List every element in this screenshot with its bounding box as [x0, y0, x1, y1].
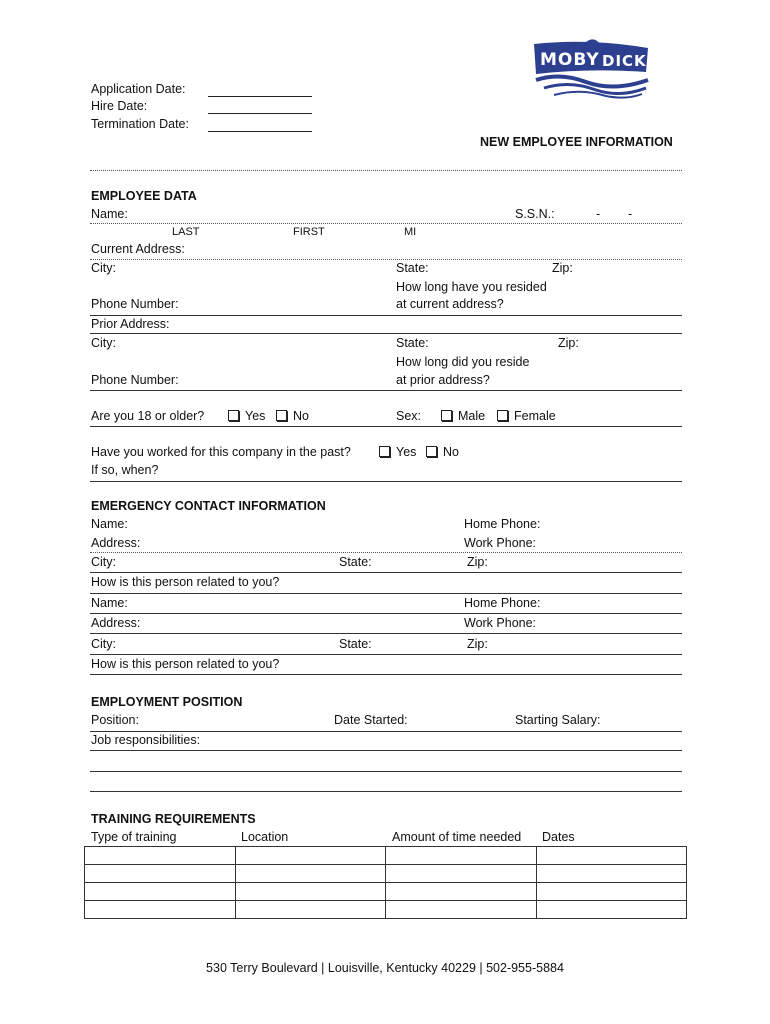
- middle-initial-caption: MI: [404, 226, 417, 238]
- responsibilities-line-1[interactable]: [90, 750, 682, 751]
- if-so-when-line[interactable]: [90, 481, 682, 482]
- col-dates: Dates: [542, 830, 575, 844]
- worked-no-label: No: [443, 445, 459, 459]
- worked-no-option[interactable]: [426, 445, 459, 459]
- contact2-address-label: Address:: [91, 616, 141, 630]
- age-no-label: No: [293, 409, 309, 423]
- table-cell[interactable]: [85, 901, 236, 919]
- contact2-address-line[interactable]: [90, 633, 682, 634]
- table-cell[interactable]: [235, 847, 386, 865]
- emergency-contact-heading: EMERGENCY CONTACT INFORMATION: [91, 499, 326, 513]
- resided-prior-question-line2: at prior address?: [396, 373, 490, 387]
- contact1-relation-line[interactable]: [90, 593, 682, 594]
- female-label: Female: [514, 409, 556, 423]
- checkbox-icon[interactable]: [379, 446, 390, 457]
- sex-label: Sex:: [396, 409, 422, 423]
- table-row: [85, 901, 687, 919]
- resided-current-question-line2: at current address?: [396, 297, 504, 311]
- table-cell[interactable]: [235, 901, 386, 919]
- col-location: Location: [241, 830, 289, 844]
- checkbox-icon[interactable]: [276, 410, 287, 421]
- employee-data-heading: EMPLOYEE DATA: [91, 189, 197, 203]
- training-requirements-heading: TRAINING REQUIREMENTS: [91, 812, 256, 826]
- age-yes-option[interactable]: [228, 409, 265, 423]
- first-name-caption: FIRST: [293, 226, 325, 238]
- contact1-zip-label: Zip:: [467, 555, 488, 569]
- contact2-relation-question: How is this person related to you?: [91, 657, 280, 671]
- table-row: [85, 883, 687, 901]
- position-line[interactable]: [90, 731, 682, 732]
- contact1-name-label: Name:: [91, 517, 128, 531]
- contact1-address-label: Address:: [91, 536, 141, 550]
- resided-current-question-line1: How long have you resided: [396, 280, 547, 294]
- sex-male-option[interactable]: [441, 409, 485, 423]
- training-table: [84, 846, 687, 919]
- contact2-city-label: City:: [91, 637, 116, 651]
- table-cell[interactable]: [386, 865, 537, 883]
- responsibilities-line-2[interactable]: [90, 771, 682, 772]
- employment-position-heading: EMPLOYMENT POSITION: [91, 695, 243, 709]
- worked-yes-label: Yes: [396, 445, 417, 459]
- table-cell[interactable]: [85, 865, 236, 883]
- contact2-name-label: Name:: [91, 596, 128, 610]
- ssn-label: S.S.N.:: [515, 207, 555, 221]
- worked-yes-option[interactable]: [379, 445, 416, 459]
- zip-label: Zip:: [552, 261, 573, 275]
- contact1-address-line[interactable]: [90, 552, 682, 553]
- logo-text-dick: DICK: [602, 52, 647, 70]
- current-address-label: Current Address:: [91, 242, 185, 256]
- contact2-city-line[interactable]: [90, 654, 682, 655]
- resided-prior-question-line1: How long did you reside: [396, 355, 530, 369]
- contact2-state-label: State:: [339, 637, 372, 651]
- contact2-zip-label: Zip:: [467, 637, 488, 651]
- contact1-city-line[interactable]: [90, 572, 682, 573]
- page-title: NEW EMPLOYEE INFORMATION: [480, 135, 673, 149]
- checkbox-icon[interactable]: [426, 446, 437, 457]
- date-started-label: Date Started:: [334, 713, 408, 727]
- name-line[interactable]: [90, 223, 682, 224]
- footer-address: 530 Terry Boulevard | Louisville, Kentucky 40229 | 502-955-5884: [206, 961, 564, 975]
- application-date-label: Application Date:: [91, 82, 186, 96]
- company-logo: [530, 38, 652, 100]
- table-row: [85, 865, 687, 883]
- age-question: Are you 18 or older?: [91, 409, 205, 423]
- current-address-line[interactable]: [90, 259, 682, 260]
- table-cell[interactable]: [386, 847, 537, 865]
- table-cell[interactable]: [85, 883, 236, 901]
- checkbox-icon[interactable]: [228, 410, 239, 421]
- ssn-dash-2: -: [628, 207, 633, 221]
- ssn-dash-1: -: [596, 207, 601, 221]
- checkbox-icon[interactable]: [497, 410, 508, 421]
- contact1-state-label: State:: [339, 555, 372, 569]
- prior-city-label: City:: [91, 336, 116, 350]
- job-responsibilities-label: Job responsibilities:: [91, 733, 201, 747]
- male-label: Male: [458, 409, 486, 423]
- table-row: [85, 847, 687, 865]
- city-label: City:: [91, 261, 116, 275]
- phone-number-label: Phone Number:: [91, 297, 179, 311]
- prior-state-label: State:: [396, 336, 429, 350]
- age-no-option[interactable]: [276, 409, 309, 423]
- contact2-work-phone-label: Work Phone:: [464, 616, 537, 630]
- table-cell[interactable]: [536, 883, 687, 901]
- worked-before-question: Have you worked for this company in the past?: [91, 445, 351, 459]
- header-divider: [90, 170, 682, 171]
- hire-date-field[interactable]: [208, 113, 312, 114]
- last-name-caption: LAST: [172, 226, 200, 238]
- contact2-relation-line[interactable]: [90, 674, 682, 675]
- name-label: Name:: [91, 207, 128, 221]
- table-cell[interactable]: [85, 847, 236, 865]
- table-cell[interactable]: [536, 901, 687, 919]
- prior-zip-label: Zip:: [558, 336, 579, 350]
- contact1-home-phone-label: Home Phone:: [464, 517, 541, 531]
- prior-address-line[interactable]: [90, 333, 682, 334]
- position-label: Position:: [91, 713, 139, 727]
- sex-female-option[interactable]: [497, 409, 556, 423]
- table-cell[interactable]: [235, 883, 386, 901]
- logo-text-moby: MOBY: [540, 50, 600, 70]
- contact1-relation-question: How is this person related to you?: [91, 575, 280, 589]
- phone-line[interactable]: [90, 315, 682, 316]
- checkbox-icon[interactable]: [441, 410, 452, 421]
- responsibilities-line-3[interactable]: [90, 791, 682, 792]
- contact2-name-line[interactable]: [90, 613, 682, 614]
- age-sex-line: [90, 426, 682, 427]
- contact2-home-phone-label: Home Phone:: [464, 596, 541, 610]
- prior-phone-line[interactable]: [90, 390, 682, 391]
- col-type-of-training: Type of training: [91, 830, 177, 844]
- table-cell[interactable]: [536, 847, 687, 865]
- if-so-when-label: If so, when?: [91, 463, 159, 477]
- prior-phone-number-label: Phone Number:: [91, 373, 179, 387]
- contact1-city-label: City:: [91, 555, 116, 569]
- termination-date-label: Termination Date:: [91, 117, 189, 131]
- application-date-field[interactable]: [208, 96, 312, 97]
- starting-salary-label: Starting Salary:: [515, 713, 601, 727]
- state-label: State:: [396, 261, 429, 275]
- age-yes-label: Yes: [245, 409, 266, 423]
- table-cell[interactable]: [386, 901, 537, 919]
- termination-date-field[interactable]: [208, 131, 312, 132]
- col-amount-of-time: Amount of time needed: [392, 830, 522, 844]
- hire-date-label: Hire Date:: [91, 99, 148, 113]
- contact1-work-phone-label: Work Phone:: [464, 536, 537, 550]
- table-cell[interactable]: [235, 865, 386, 883]
- table-cell[interactable]: [536, 865, 687, 883]
- table-cell[interactable]: [386, 883, 537, 901]
- prior-address-label: Prior Address:: [91, 317, 170, 331]
